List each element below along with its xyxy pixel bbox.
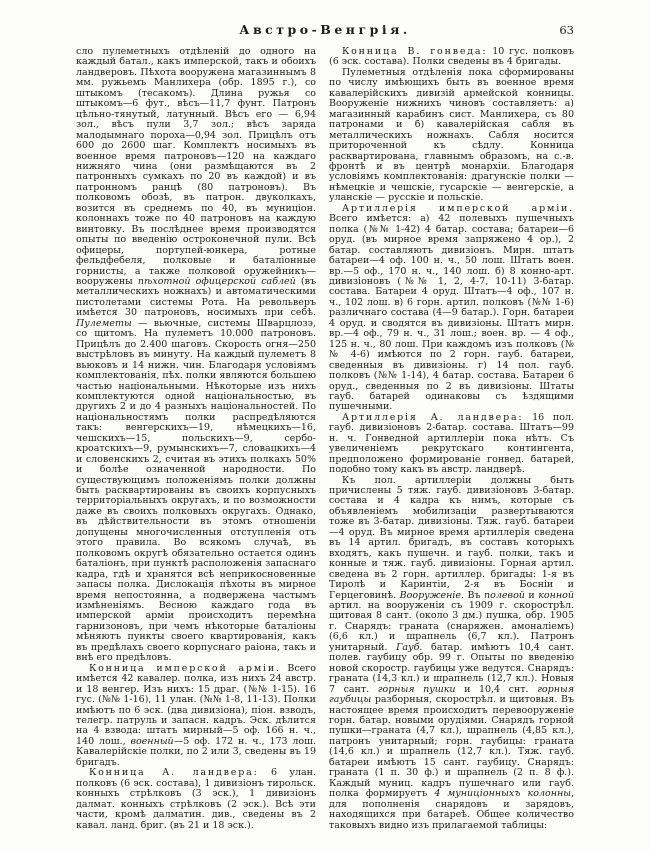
text-run: , для пополненія снарядовъ и зарядовъ, находящихся при батареѣ. Общее количество таковыхъ видно изъ прилагаемой таблицы: bbox=[329, 788, 574, 831]
right-column bbox=[329, 47, 574, 831]
text-run: Пулеметныя отдѣленія пока сформированы по числу имѣющихъ быть въ военное время кавалерійскихъ дивизій армейской конницы. Вооруженіе нижнихъ чиновъ составляетъ: а) магазинный карабинъ сист. Манлихера, съ 80 патронами и б) кавалерійская сабля въ металлическихъ ножнахъ. Сабля носится притороченной къ сѣдлу. Конница расквартирована, главнымъ образомъ, на с.-в. фронтѣ и въ центрѣ монархіи. Благодаря условіямъ комплектованія: драгунскіе полки — нѣмецкіе и чешскіе, гусарскіе — венгерскіе, а уланскіе — русскіе и польскіе. bbox=[329, 66, 574, 204]
page-number: 63 bbox=[559, 23, 574, 37]
paragraph bbox=[329, 204, 574, 413]
text-run: и bbox=[524, 589, 539, 601]
italic-text-run: конной bbox=[538, 589, 574, 601]
page-header bbox=[76, 22, 574, 38]
text-run: (въ металлическихъ ножнахъ) и автоматическими пистолетами системы Рота. На револьверъ имѣется 30 патроновъ, носимыхъ при себѣ. bbox=[76, 275, 317, 319]
text-run: батар. имѣютъ 10,4 сант. полев. гаубицу обр. 99 г. Опыты по введенію новой скоростр. гаубицы уже ведутся. Снарядъ: граната (14,3 кл.) и шрапнель (12,7 кл.). Новыя 7 сант. bbox=[329, 641, 574, 695]
italic-text-run: Гауб. bbox=[396, 641, 423, 653]
paragraph bbox=[76, 768, 316, 831]
text-run: и 10,4 снт. bbox=[455, 683, 538, 695]
italic-text-run: военный bbox=[130, 735, 174, 747]
text-run: 10 гус. полковъ (6 эск. состава). Полки сведены въ 4 бригады. bbox=[329, 46, 574, 68]
paragraph bbox=[329, 476, 574, 831]
paragraph bbox=[329, 47, 574, 68]
text-run: сло пулеметныхъ отдѣленій до одного на каждый батал., какъ имперской, такъ и обоихъ ландверовъ. Пѣхота вооружена магазиннымъ 8 мм. ружьемъ Манлихера (обр. 1895 г.), со штыкомъ (тесакомъ). Длина ружья со штыкомъ—6 фут., вѣсъ—11,7 фунт. Патронъ цѣльно-тянутый, латунный. Вѣсъ его — 6,94 зол., вѣсъ пули 3,7 зол.; вѣсъ заряда малодымнаго пороха—0,94 зол. Прицѣлъ отъ 600 до 2600 шаг. Комплектъ носимыхъ въ военное время патроновъ—120 на каждаго нижняго чина (они размѣщаются въ 2 патронныхъ сумкахъ по 20 въ каждой) и въ патронномъ ранцѣ (80 патроновъ). Въ полковомъ обозѣ, въ патрон. двуколкахъ, возится въ среднемъ по 40, въ муниціон. колоннахъ тоже по 40 патроновъ на каждую винтовку. Въ послѣднее время производятся опыты по введенію остроконечной пули. Всѣ офицеры, портупей-юнкера, ротные фельдфебеля, полковые и баталіонные горнисты, а также полковой оружейникъ—вооружены bbox=[76, 46, 316, 287]
italic-text-run: пѣхотной офицерской саблей bbox=[137, 275, 296, 287]
section-heading: Конница имперской арміи. bbox=[89, 662, 281, 674]
text-run: Къ пол. артиллеріи должны быть причислены 5 тяж. гауб. дивизіоновъ 3-батар. состава и 4 кадра къ нимъ, которые съ объявленіемъ мобилизаціи развертываются тоже въ 3-батар. дивизіоны. Тяж. гауб. батареи—4 оруд. Въ мирное время артиллерія сведена въ 14 артил. бригадъ, въ составъ которыхъ входятъ, какъ пушечн. и гауб. полки, такъ и конные и тяж. гауб. дивизіоны. Горная артил. сведена въ 2 горн. артиллер. бригады: 1-я въ Тиролѣ и Каринтіи, 2-я въ Босніи и Герцеговинѣ. bbox=[329, 474, 574, 601]
section-heading: Артиллерія А. ландвера: bbox=[342, 411, 524, 423]
page-content bbox=[76, 22, 574, 831]
text-run: Въ bbox=[464, 589, 485, 601]
text-run: артил. на вооруженіи съ 1909 г. скорострѣл. щитовая 8 сант. (около 3 дм.) пушка, обр. 1905 г. Снарядъ: граната (снаряжен. амоналіемъ) (6,6 кл.) и шрапнель (6,7 кл.). Патронъ унитарный. bbox=[329, 600, 574, 653]
text-run: — вьючные, системы Шварцлозэ, со щитомъ. На пулеметъ 10.000 патроновъ. Прицѣлъ до 2.400 шаговъ. Скорость огня—250 выстрѣловъ въ минуту. На каждый пулеметъ 8 вьюковъ и 14 нижн. чин. Благодаря условіямъ комплектованія, пѣх. полки являются большею частью національными. Нѣкоторые изъ нихъ комплектуются одной національностью, въ другихъ 2 и до 4 разныхъ національностей. По національностямъ полки распредѣляются такъ: венгерскихъ—19, нѣмецкихъ—16, чешскихъ—15, польскихъ—9, сербо-кроатскихъ—9, румынскихъ—7, словацкихъ—4 и словенскихъ 2, считая въ этихъ полкахъ 50% и болѣе означенной народности. По существующимъ положеніямъ полки должны быть расквартированы въ своихъ корпусныхъ территоріальныхъ округахъ, и по возможности даже въ своихъ полковыхъ округахъ. Однако, въ дѣйствительности въ этомъ отношеніи допущены многочисленныя отступленія отъ этого правила. Во всякомъ случаѣ, въ полковомъ округѣ обязательно остается одинъ баталіонъ, при пунктѣ расположенія запаснаго кадра, гдѣ и хранятся всѣ неприкосновенные запасы полка. Дислокація пѣхоты въ мирное время непостоянна, а подвержена частымъ измѣненіямъ. Весною каждаго года въ имперской арміи происходитъ перемѣна гарнизоновъ, при чемъ нѣкоторые баталіоны мѣняютъ пункты своего квартированія, какъ въ предѣлахъ своего корпуснаго раіона, такъ и внѣ его предѣловъ. bbox=[76, 317, 316, 664]
text-run: Всего имѣется 42 кавалер. полка, изъ нихъ 24 австр. и 18 венгер. Изъ нихъ: 15 драг. (№№ 1-15). 16 гус. (№№ 1-16), 11 улан. (№№ 1-8, 11-13). Полки имѣютъ по 6 эск. (два дивизіона), піон. взводъ, телегр. патруль и запасн. кадръ. Эск. дѣлится на 4 взвода: штатъ мирный—5 оф. 166 н. ч., 140 лош., bbox=[76, 662, 316, 747]
section-heading: Конница А. ландвера: bbox=[89, 767, 259, 779]
section-heading: Артиллерія имперской арміи. bbox=[342, 202, 574, 214]
text-run: 6 улан. полковъ (6 эск. состава), 1 дивизіонъ тирольск. конныхъ стрѣлковъ (3 эск.), 1 дивизіонъ далмат. конныхъ стрѣлковъ (2 эск.). Всѣ эти части, кромѣ далматин. див., сведены въ 2 кавал. ланд. бриг. (въ 21 и 18 эск.). bbox=[76, 767, 316, 831]
italic-text-run: горныя гаубицы bbox=[329, 683, 574, 706]
paragraph bbox=[76, 664, 316, 769]
italic-text-run: Вооруженіе. bbox=[399, 589, 465, 601]
text-run: —5 оф. 172 н. ч., 173 лош. Кавалерійскіе полки, по 2 или 3, сведены въ 19 бригадъ. bbox=[76, 735, 316, 768]
italic-text-run: полевой bbox=[484, 589, 525, 601]
text-run: 16 пол. гауб. дивизіоновъ 2-батар. состава. Штатъ—99 н. ч. Гонведной артиллеріи пока нѣтъ. Съ увеличеніемъ рекрутскаго контингента, предположено формированіе гонвед. батарей, подобно тому какъ въ австр. ландверѣ. bbox=[329, 411, 575, 476]
left-column bbox=[76, 47, 316, 831]
paragraph bbox=[76, 47, 316, 664]
paragraph bbox=[329, 68, 574, 204]
page-title: Австро-Венгрія. bbox=[239, 22, 411, 37]
paragraph bbox=[329, 413, 574, 476]
text-run: разборныя, скорострѣл. и щитовыя. Въ настоящее время происходитъ перевооруженіе горн. батар. новыми орудіями. Снарядъ горной пушки—граната (4,7 кл.), шрапнель (4,85 кл.), патронъ унитарный; горн. гаубицы: граната (14,6 кл.) и шрапнель (12,7 кл.). Тяж. гауб. батареи имѣютъ 15 сант. гаубицу. Снарядъ: граната (1 п. 30 ф.) и шрапнель (2 п. 8 ф.). Каждый муниц. кадръ пушечнаго или гауб. полка формируетъ bbox=[329, 694, 574, 800]
text-run: Всего имѣется: а) 42 полевыхъ пушечныхъ полка (№№ 1-42) 4 батар. состава; батареи—6 оруд. (въ мирное время запряжено 4 ор.), 2 батар. составляютъ дивизіонъ. Мирн. штатъ батареи—4 оф. 100 н. ч., 50 лош. Штатъ воен. вр.—5 оф., 170 н. ч., 140 лош. б) 8 конно-арт. дивизіоновъ (№№ 1, 2, 4-7, 10-11) 3-батар. состава. Батареи 4 оруд. Штатъ—4 оф., 107 н. ч., 102 лош. в) 6 горн. артил. полковъ (№№ 1-6) различнаго состава (4—9 батар.). Горн. батареи 4 оруд. и сводятся въ дивизіоны. Штатъ мирн. вр.—4 оф., 79 н. ч., 31 лош.; воен. вр. — 4 оф., 125 н. ч., 80 лош. При каждомъ изъ полковъ (№№ 4-6) имѣются по 2 горн. гауб. батареи, сведенныя въ дивизіоны. г) 14 пол. гауб. полковъ (№№ 1-14), 4 батар. состава. Батареи 6 оруд., сведенныя по 2 въ дивизіоны. Штаты гауб. батарей одинаковы съ ѣздящими пушечными. bbox=[329, 213, 574, 413]
section-heading: Конница В. гонведа: bbox=[342, 46, 488, 57]
italic-text-run: 4 муниціонныхъ колонны bbox=[434, 788, 571, 800]
italic-text-run: горныя пушки bbox=[377, 683, 456, 695]
italic-text-run: Пулеметы bbox=[76, 317, 132, 329]
text-columns bbox=[76, 47, 574, 831]
